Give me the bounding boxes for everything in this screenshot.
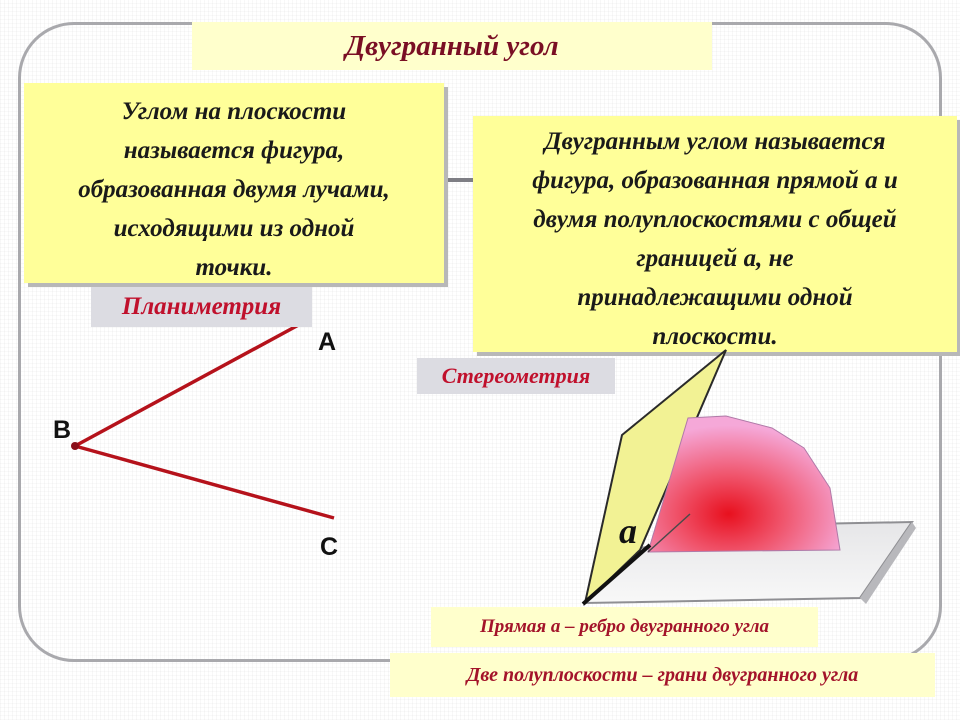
faces-caption-text: Две полуплоскости – грани двугранного угла — [466, 663, 859, 686]
title-text: Двугранный угол — [345, 29, 559, 62]
point-c-label: C — [320, 533, 339, 561]
definition-line: плоскости. — [652, 323, 778, 350]
definition-line: образованная двумя лучами, — [78, 176, 390, 203]
definition-line: фигура, образованная прямой а и — [532, 167, 898, 194]
ray-ba — [75, 322, 304, 446]
vertex-point — [71, 442, 79, 450]
faces-caption — [390, 653, 935, 697]
stereometry-label: Стереометрия — [441, 363, 591, 388]
definition-line: границей а, не — [636, 245, 794, 272]
definition-line: исходящими из одной — [113, 215, 355, 242]
stereometry-tag — [417, 358, 615, 394]
point-b-label: B — [53, 416, 72, 444]
planimetry-tag — [91, 287, 312, 327]
ray-bc — [75, 446, 334, 518]
edge-a-label: a — [619, 511, 637, 551]
edge-caption-text: Прямая а – ребро двугранного угла — [480, 616, 769, 637]
definition-line: Двугранным углом называется — [544, 128, 886, 155]
definition-line: принадлежащими одной — [577, 284, 853, 311]
definition-line: Углом на плоскости — [121, 98, 347, 125]
point-a-label: A — [318, 328, 337, 356]
edge-caption — [431, 607, 818, 647]
planimetry-label: Планиметрия — [121, 293, 282, 320]
definition-line: двумя полуплоскостями с общей — [533, 206, 897, 233]
definition-line: точки. — [195, 254, 273, 281]
definition-line: называется фигура, — [123, 137, 345, 164]
